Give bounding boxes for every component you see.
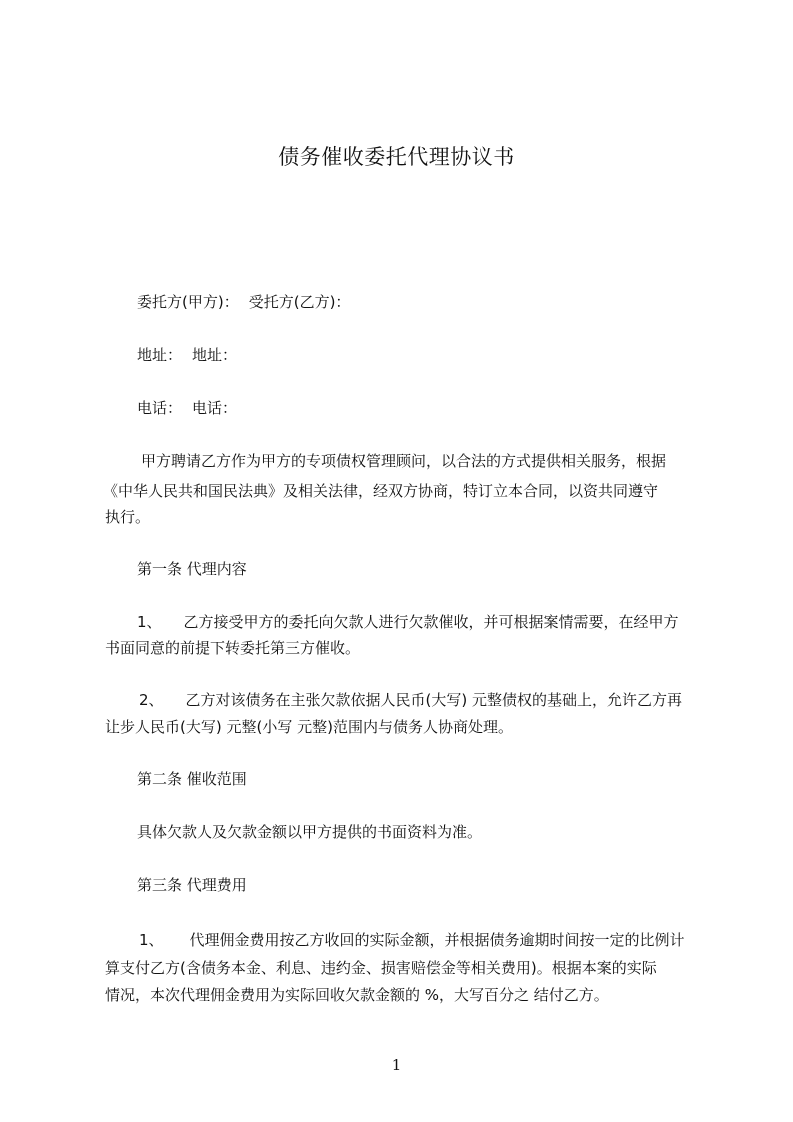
article-1-item-1-line-2: 书面同意的前提下转委托第三方催收。: [105, 639, 361, 657]
document-title: 债务催收委托代理协议书: [278, 145, 515, 169]
article-3-item-1-number: 1、: [139, 931, 164, 949]
phone-line: [137, 398, 237, 418]
article-2-text: 具体欠款人及欠款金额以甲方提供的书面资料为准。: [137, 823, 483, 841]
phone-b-label: 电话：: [192, 399, 238, 417]
article-1-item-2-number: 2、: [139, 691, 164, 709]
intro-paragraph-line-2: 《中华人民共和国民法典》及相关法律，经双方协商，特订立本合同，以资共同遵守: [103, 482, 659, 500]
article-2-heading: 第二条 催收范围: [137, 770, 247, 788]
article-1-item-1-line-1: 乙方接受甲方的委托向欠款人进行欠款催收，并可根据案情需要，在经甲方: [183, 613, 679, 631]
article-1-item-2: [139, 690, 682, 710]
article-1-heading: 第一条 代理内容: [137, 560, 247, 578]
page-number: 1: [391, 1056, 402, 1074]
article-1-item-1-number: 1、: [137, 613, 162, 631]
phone-a-label: 电话：: [137, 399, 183, 417]
party-line: [137, 292, 350, 312]
intro-paragraph-line-3: 执行。: [105, 508, 151, 526]
address-line: [137, 345, 237, 365]
article-1-item-2-line-1: 乙方对该债务在主张欠款依据人民币(大写) 元整债权的基础上，允许乙方再: [185, 691, 683, 709]
party-a-label: 委托方(甲方)：: [137, 293, 239, 311]
address-b-label: 地址：: [192, 346, 238, 364]
article-3-item-1: [139, 930, 685, 950]
party-b-label: 受托方(乙方)：: [248, 293, 351, 311]
article-1-item-2-line-2: 让步人民币(大写) 元整(小写 元整)范围内与债务人协商处理。: [105, 718, 513, 736]
article-3-item-1-line-2: 算支付乙方(含债务本金、利息、违约金、损害赔偿金等相关费用)。根据本案的实际: [105, 959, 657, 977]
article-1-item-1: [137, 612, 679, 632]
article-3-item-1-line-1: 代理佣金费用按乙方收回的实际金额，并根据债务逾期时间按一定的比例计: [189, 931, 685, 949]
article-3-item-1-line-3: 情况，本次代理佣金费用为实际回收欠款金额的 %，大写百分之 结付乙方。: [105, 986, 609, 1004]
article-3-heading: 第三条 代理费用: [137, 876, 247, 894]
address-a-label: 地址：: [137, 346, 183, 364]
intro-paragraph-line-1: 甲方聘请乙方作为甲方的专项债权管理顾问，以合法的方式提供相关服务，根据: [141, 452, 667, 470]
